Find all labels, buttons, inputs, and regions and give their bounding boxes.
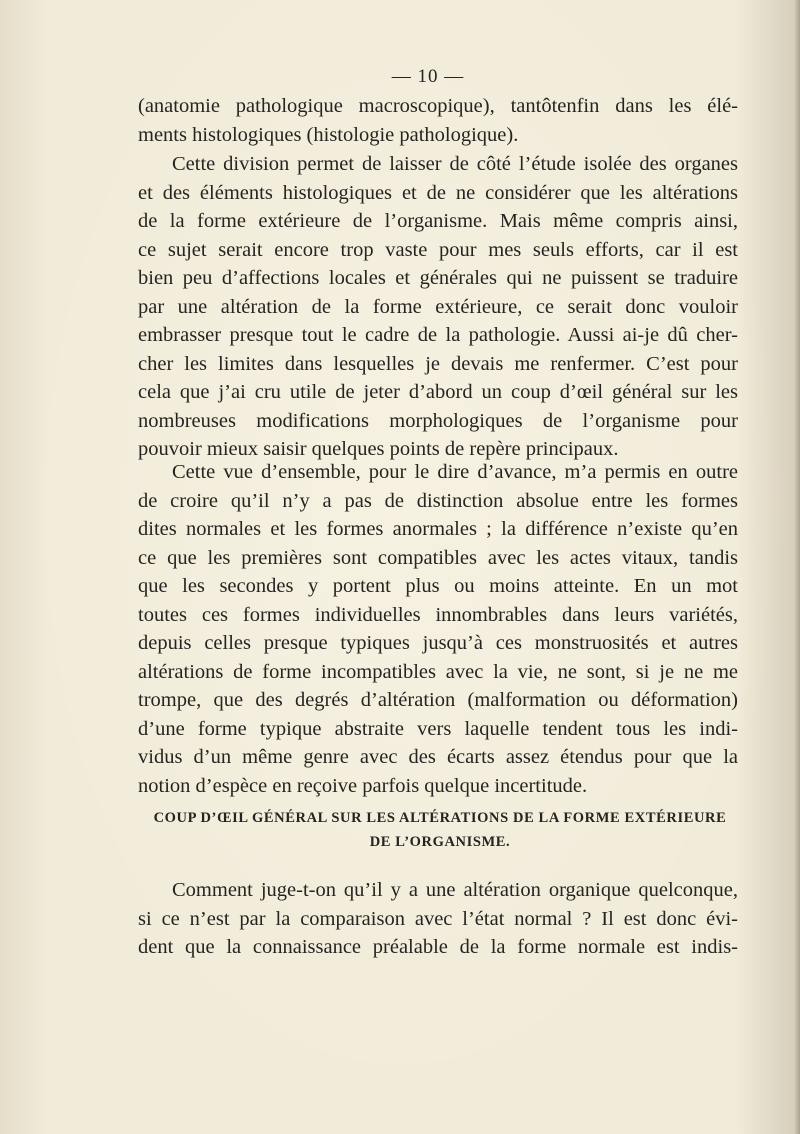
- text-line: trompe, que des degrés d’altération (malformation ou déformation): [138, 689, 738, 711]
- text-line: de la forme extérieure de l’organisme. Mais même compris ainsi,: [138, 210, 738, 232]
- text-line: notion d’espèce en reçoive parfois quelque incertitude.: [138, 774, 588, 797]
- text-line: si ce n’est par la comparaison avec l’état normal ? Il est donc évi-: [138, 907, 738, 930]
- text-line: cher les limites dans lesquelles je devais me renfermer. C’est pour: [138, 352, 738, 375]
- text-line: toutes ces formes individuelles innombrables dans leurs variétés,: [138, 603, 738, 626]
- heading-line: COUP D’ŒIL GÉNÉRAL SUR LES ALTÉRATIONS DE LA FORME EXTÉRIEURE: [153, 810, 727, 826]
- section-heading: [140, 806, 740, 854]
- heading-line: DE L’ORGANISME.: [369, 834, 511, 850]
- text-line: dent que la connaissance préalable de la forme normale est indis-: [138, 936, 738, 958]
- text-line: ments histologiques (histologie pathologique).: [138, 123, 519, 146]
- text-line: ce sujet serait encore trop vaste pour mes seuls efforts, car il est: [138, 238, 738, 261]
- text-line: Comment juge-t-on qu’il y a une altération organique quelconque,: [172, 879, 738, 901]
- text-line: par une altération de la forme extérieure, ce serait donc vouloir: [138, 295, 738, 318]
- paragraph-4: [138, 876, 738, 962]
- page-edge-shadow: [794, 0, 800, 1134]
- text-line: (anatomie pathologique macroscopique), tantôtenfin dans les élé-: [138, 95, 738, 117]
- text-line: embrasser presque tout le cadre de la pathologie. Aussi ai-je dû cher-: [138, 324, 738, 346]
- text-line: ce que les premières sont compatibles avec les actes vitaux, tandis: [138, 546, 738, 569]
- text-line: que les secondes y portent plus ou moins atteinte. En un mot: [138, 575, 738, 597]
- text-line: pouvoir mieux saisir quelques points de repère principaux.: [138, 438, 619, 460]
- text-line: d’une forme typique abstraite vers laquelle tendent tous les indi-: [138, 717, 738, 740]
- text-line: dites normales et les formes anormales ; la différence n’existe qu’en: [138, 518, 738, 540]
- text-line: vidus d’un même genre avec des écarts assez étendus pour que la: [138, 746, 738, 768]
- page-number: — 10 —: [391, 66, 465, 87]
- text-line: Cette vue d’ensemble, pour le dire d’avance, m’a permis en outre: [172, 461, 738, 483]
- paragraph-3: [138, 458, 738, 800]
- paragraph-2: [138, 150, 738, 464]
- text-line: nombreuses modifications morphologiques de l’organisme pour: [138, 409, 738, 432]
- text-line: cela que j’ai cru utile de jeter d’abord un coup d’œil général sur les: [138, 381, 738, 403]
- text-line: depuis celles presque typiques jusqu’à ces monstruosités et autres: [138, 632, 738, 654]
- text-line: de croire qu’il n’y a pas de distinction absolue entre les formes: [138, 489, 738, 512]
- text-line: et des éléments histologiques et de ne considérer que les altérations: [138, 181, 738, 204]
- text-line: altérations de forme incompatibles avec la vie, ne sont, si je ne me: [138, 660, 738, 683]
- text-line: bien peu d’affections locales et générales qui ne puissent se traduire: [138, 267, 738, 289]
- text-line: Cette division permet de laisser de côté l’étude isolée des organes: [172, 153, 738, 175]
- paragraph-1: [138, 92, 738, 149]
